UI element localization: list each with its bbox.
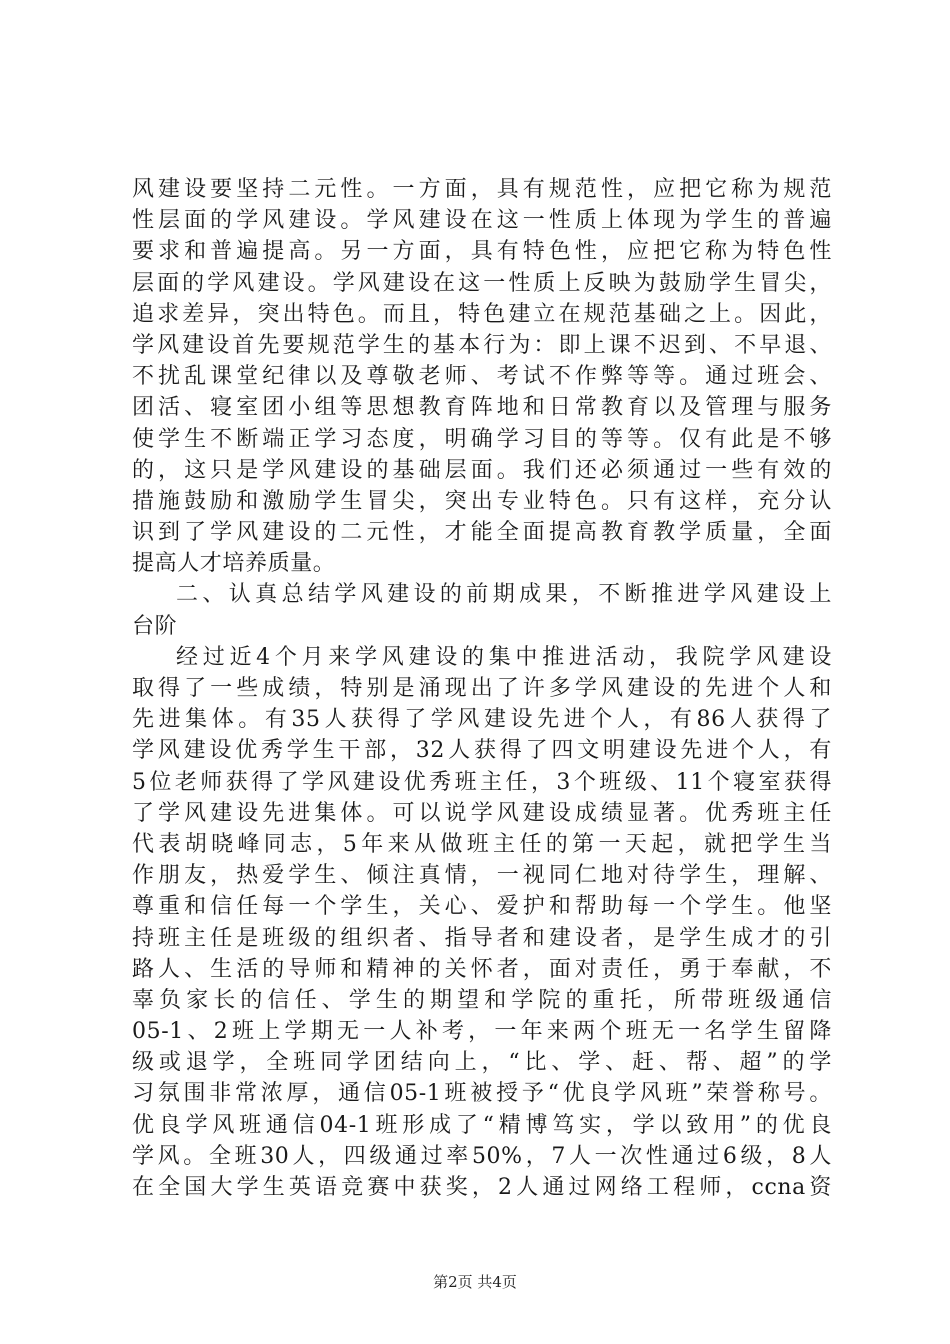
text-line: 使学生不断端正学习态度，明确学习目的等等。仅有此是不够 [132,426,832,452]
text-line: 路人、生活的导师和精神的关怀者，面对责任，勇于奉献，不 [132,956,832,982]
text-line: 提高人才培养质量。 [132,551,336,577]
text-line: 尊重和信任每一个学生，关心、爱护和帮助每一个学生。他坚 [132,894,832,920]
text-line: 学风建设优秀学生干部，32人获得了四文明建设先进个人，有 [132,738,832,764]
text-line: 团活、寝室团小组等思想教育阵地和日常教育以及管理与服务 [132,395,832,421]
text-line: 要求和普遍提高。另一方面，具有特色性，应把它称为特色性 [132,239,832,265]
text-line: 台阶 [132,613,178,639]
text-line: 级或退学，全班同学团结向上，“比、学、赶、帮、超”的学 [132,1050,832,1076]
text-line: 风建设要坚持二元性。一方面，具有规范性，应把它称为规范 [132,177,832,202]
text-line: 经过近4个月来学风建设的集中推进活动，我院学风建设 [176,644,832,670]
text-line: 学风。全班30人，四级通过率50%，7人一次性通过6级，8人 [132,1143,832,1169]
text-line: 追求差异，突出特色。而且，特色建立在规范基础之上。因此， [132,301,832,327]
text-line: 先进集体。有35人获得了学风建设先进个人，有86人获得了 [132,707,832,733]
text-line: 在全国大学生英语竞赛中获奖，2人通过网络工程师，ccna资 [132,1175,832,1200]
text-line: 学风建设首先要规范学生的基本行为：即上课不迟到、不早退、 [132,332,832,358]
text-line: 性层面的学风建设。学风建设在这一性质上体现为学生的普遍 [132,208,832,234]
text-line: 作朋友，热爱学生、倾注真情，一视同仁地对待学生，理解、 [132,863,832,889]
text-line: 持班主任是班级的组织者、指导者和建设者，是学生成才的引 [132,925,832,951]
page-footer: 第2页 共4页 [433,1273,517,1291]
text-line: 二、认真总结学风建设的前期成果，不断推进学风建设上 [176,582,832,608]
text-line: 5位老师获得了学风建设优秀班主任，3个班级、11个寝室获得 [132,769,832,795]
body-text [132,174,832,1203]
text-line: 识到了学风建设的二元性，才能全面提高教育教学质量，全面 [132,520,832,546]
text-line: 层面的学风建设。学风建设在这一性质上反映为鼓励学生冒尖， [132,270,832,296]
text-line: 的，这只是学风建设的基础层面。我们还必须通过一些有效的 [132,457,832,483]
text-line: 代表胡晓峰同志，5年来从做班主任的第一天起，就把学生当 [132,831,832,857]
text-line: 措施鼓励和激励学生冒尖，突出专业特色。只有这样，充分认 [132,488,832,514]
text-line: 了学风建设先进集体。可以说学风建设成绩显著。优秀班主任 [132,800,832,826]
text-line: 习氛围非常浓厚，通信05-1班被授予“优良学风班”荣誉称号。 [132,1081,832,1107]
text-line: 05-1、2班上学期无一人补考，一年来两个班无一名学生留降 [132,1019,832,1045]
text-line: 辜负家长的信任、学生的期望和学院的重托，所带班级通信 [132,987,832,1013]
text-line: 优良学风班通信04-1班形成了“精博笃实，学以致用”的优良 [132,1112,832,1138]
text-line: 不扰乱课堂纪律以及尊敬老师、考试不作弊等等。通过班会、 [132,364,832,390]
text-line: 取得了一些成绩，特别是涌现出了许多学风建设的先进个人和 [132,676,832,701]
